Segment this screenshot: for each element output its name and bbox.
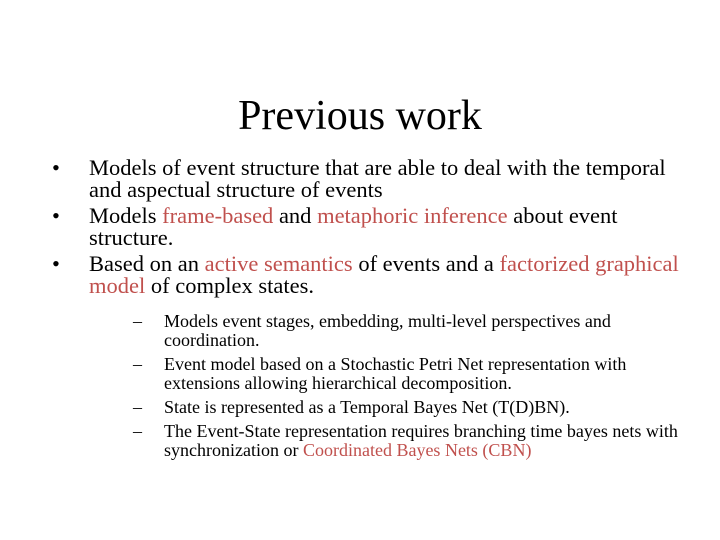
dash-icon: –	[133, 397, 142, 417]
bullet-text	[89, 203, 618, 250]
bullet-text: Models of event structure that are able to deal with the temporal and aspectual structure of events	[89, 155, 666, 202]
sub-bullet-text: Event model based on a Stochastic Petri Net representation with extensions allowing hierarchical decomposition.	[164, 354, 627, 393]
text-segment: Based on an	[89, 251, 205, 276]
dash-icon: –	[133, 311, 142, 331]
dash-icon: –	[133, 421, 142, 441]
highlighted-term: frame-based	[162, 203, 274, 228]
text-segment: Models	[89, 203, 163, 228]
highlighted-term: factorized graphical model	[89, 251, 679, 298]
text-segment: and	[273, 203, 318, 228]
text-segment: about event structure.	[89, 203, 618, 250]
highlighted-term: Coordinated Bayes Nets (CBN)	[302, 440, 532, 460]
sub-bullet-item	[133, 312, 693, 350]
sub-bullet-text: State is represented as a Temporal Bayes Net (T(D)BN).	[164, 397, 570, 417]
highlighted-term: active semantics	[204, 251, 353, 276]
text-segment: of complex states.	[145, 273, 314, 298]
sub-bullet-text	[164, 421, 678, 460]
sub-bullet-item	[133, 422, 693, 460]
sub-bullet-item	[133, 398, 693, 417]
slide-title: Previous work	[238, 93, 482, 139]
dash-icon: –	[133, 354, 142, 374]
text-segment: of events and a	[352, 251, 500, 276]
bullet-dot-icon: •	[52, 155, 60, 180]
sub-bullet-text: Models event stages, embedding, multi-level perspectives and coordination.	[164, 311, 611, 350]
sub-bullet-item	[133, 355, 693, 393]
bullet-dot-icon: •	[52, 251, 60, 276]
bullet-dot-icon: •	[52, 203, 60, 228]
bullet-item	[52, 205, 692, 249]
bullet-list	[52, 157, 692, 465]
bullet-item	[52, 157, 692, 201]
bullet-text	[89, 251, 679, 298]
sub-bullet-list	[133, 312, 693, 460]
text-segment: The Event-State representation requires branching time bayes nets with synchronization or	[164, 421, 678, 460]
highlighted-term: metaphoric inference	[317, 203, 508, 228]
bullet-item	[52, 253, 692, 460]
